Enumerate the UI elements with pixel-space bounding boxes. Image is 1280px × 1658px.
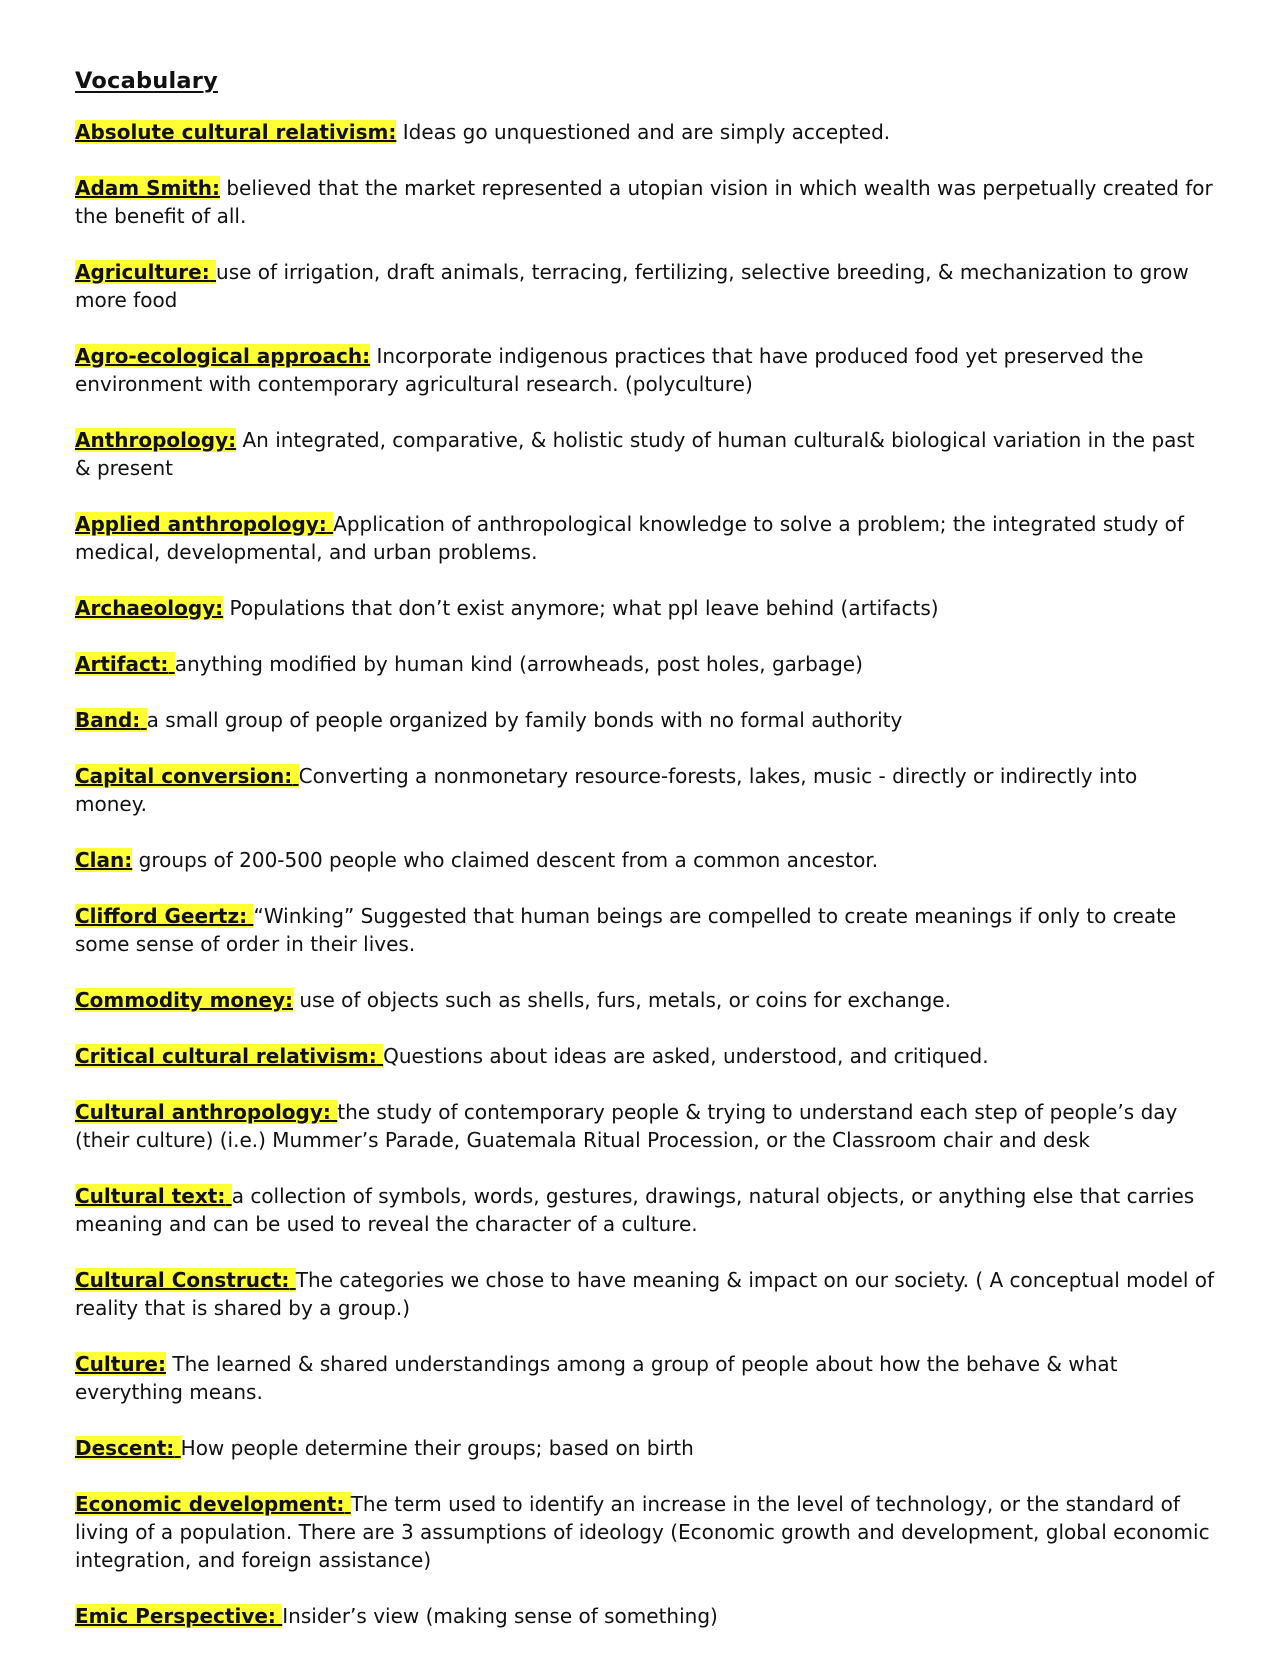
vocabulary-term: Applied anthropology: [75,512,327,536]
vocabulary-definition: The categories we chose to have meaning & impact on our society. ( A conceptual model of reality that is shared by a group.) [75,1268,1221,1320]
vocabulary-entry [75,1490,1215,1574]
vocabulary-entry [75,706,1215,734]
vocabulary-definition: believed that the market represented a utopian vision in which wealth was perpetually created for the benefit of all. [75,176,1220,228]
vocabulary-definition: anything modified by human kind (arrowheads, post holes, garbage) [174,652,863,676]
vocabulary-term: Emic Perspective: [75,1604,276,1628]
vocabulary-term: Agro-ecological approach: [75,344,371,368]
vocabulary-entry [75,846,1215,874]
vocabulary-list [75,118,1221,1630]
vocabulary-term: Adam Smith: [75,176,220,200]
vocabulary-term: Critical cultural relativism: [75,1044,377,1068]
vocabulary-definition: Insider’s view (making sense of something) [282,1604,718,1628]
vocabulary-term: Anthropology: [75,428,237,452]
document-page [75,66,1221,1658]
vocabulary-entry [75,1098,1215,1154]
vocabulary-entry [75,426,1215,482]
page-title: Vocabulary [75,68,218,94]
vocabulary-entry [75,1182,1215,1238]
vocabulary-definition: a collection of symbols, words, gestures, drawings, natural objects, or anything else that carries meaning and can be used to reveal the character of a culture. [75,1184,1201,1236]
vocabulary-definition: Populations that don’t exist anymore; what ppl leave behind (artifacts) [223,596,939,620]
vocabulary-entry [75,174,1220,230]
vocabulary-term: Band: [75,708,141,732]
vocabulary-entry [75,118,1215,146]
vocabulary-entry [75,650,1215,678]
vocabulary-entry [75,342,1215,398]
vocabulary-definition: use of irrigation, draft animals, terracing, fertilizing, selective breeding, & mechanization to grow more food [75,260,1196,312]
vocabulary-definition: Application of anthropological knowledge to solve a problem; the integrated study of medical, developmental, and urban problems. [75,512,1191,564]
vocabulary-entry [75,986,1215,1014]
vocabulary-entry [75,1350,1215,1406]
vocabulary-definition: use of objects such as shells, furs, metals, or coins for exchange. [293,988,951,1012]
vocabulary-entry [75,1266,1221,1322]
vocabulary-term: Clan: [75,848,133,872]
vocabulary-definition: Incorporate indigenous practices that have produced food yet preserved the environment with contemporary agricultural research. (polyculture) [75,344,1150,396]
vocabulary-term: Capital conversion: [75,764,293,788]
vocabulary-term: Cultural anthropology: [75,1100,331,1124]
vocabulary-term: Absolute cultural relativism: [75,120,397,144]
vocabulary-term: Cultural Construct: [75,1268,290,1292]
vocabulary-term: Cultural text: [75,1184,226,1208]
vocabulary-term: Artifact: [75,652,169,676]
vocabulary-entry [75,1434,1215,1462]
vocabulary-definition: Ideas go unquestioned and are simply accepted. [396,120,891,144]
vocabulary-term: Archaeology: [75,596,224,620]
vocabulary-entry [75,510,1215,566]
vocabulary-term: Agriculture: [75,260,210,284]
vocabulary-definition: The learned & shared understandings among a group of people about how the behave & what everything means. [75,1352,1124,1404]
vocabulary-definition: An integrated, comparative, & holistic study of human cultural& biological variation in the past & present [75,428,1202,480]
vocabulary-term: Descent: [75,1436,175,1460]
vocabulary-term: Commodity money: [75,988,293,1012]
vocabulary-entry [75,762,1215,818]
vocabulary-definition: Questions about ideas are asked, understood, and critiqued. [383,1044,989,1068]
vocabulary-entry [75,1602,1215,1630]
vocabulary-term: Economic development: [75,1492,345,1516]
vocabulary-definition: The term used to identify an increase in the level of technology, or the standard of living of a population. There are 3 assumptions of ideology (Economic growth and development, global economic integration, and foreign assistance) [75,1492,1216,1572]
vocabulary-definition: “Winking” Suggested that human beings are compelled to create meanings if only to create some sense of order in their lives. [75,904,1183,956]
vocabulary-definition: groups of 200-500 people who claimed descent from a common ancestor. [132,848,879,872]
vocabulary-entry [75,902,1215,958]
vocabulary-entry [75,594,1215,622]
vocabulary-term: Clifford Geertz: [75,904,248,928]
vocabulary-entry [75,258,1215,314]
vocabulary-definition: the study of contemporary people & trying to understand each step of people’s day (their culture) (i.e.) Mummer’s Parade, Guatemala Ritual Procession, or the Classroom chair and desk [75,1100,1184,1152]
vocabulary-entry [75,1042,1215,1070]
vocabulary-definition: a small group of people organized by family bonds with no formal authority [146,708,903,732]
vocabulary-definition: Converting a nonmonetary resource-forests, lakes, music - directly or indirectly into money. [75,764,1144,816]
vocabulary-definition: How people determine their groups; based on birth [180,1436,694,1460]
vocabulary-term: Culture: [75,1352,166,1376]
